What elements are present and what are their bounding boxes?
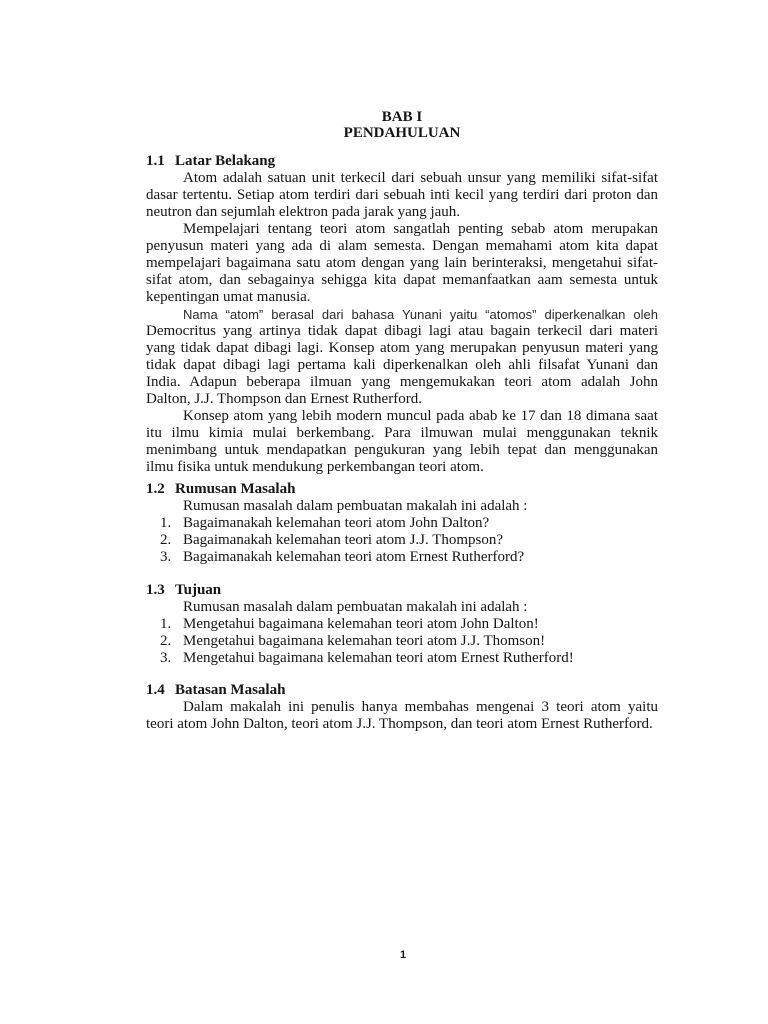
list-item-number: 2. xyxy=(160,531,172,548)
paragraph-line: Konsep atom yang lebih modern muncul pada abab ke 17 dan 18 dimana saat xyxy=(183,407,658,424)
section-title: Tujuan xyxy=(175,581,222,598)
section-title: Rumusan Masalah xyxy=(175,480,296,497)
paragraph-line: itu ilmu kimia mulai berkembang. Para ilmuwan mulai menggunakan teknik xyxy=(146,424,658,441)
paragraph-line: kepentingan umat manusia. xyxy=(146,288,311,305)
paragraph-line: sifat atom, dan sebagainya sehigga kita dapat memanfaatkan aam semesta untuk xyxy=(146,271,658,288)
list-item-number: 1. xyxy=(160,615,172,632)
section-number: 1.3 xyxy=(146,581,165,598)
section-number: 1.2 xyxy=(146,480,165,497)
list-item: Mengetahui bagaimana kelemahan teori atom Ernest Rutherford! xyxy=(183,649,574,666)
paragraph-line: ilmu fisika untuk mendukung perkembangan teori atom. xyxy=(146,458,484,475)
paragraph-line: dasar tertentu. Setiap atom terdiri dari sebuah inti kecil yang terdiri dari proton dan xyxy=(146,186,658,203)
list-item: Bagaimanakah kelemahan teori atom J.J. Thompson? xyxy=(183,531,504,548)
list-item-number: 3. xyxy=(160,649,172,666)
page-number: 1 xyxy=(399,949,407,961)
paragraph-line: mempelajari bagaimana satu atom dengan yang lain berinteraksi, mengetahui sifat- xyxy=(146,254,658,271)
paragraph-line: penyusun materi yang ada di alam semesta. Dengan memahami atom kita dapat xyxy=(146,237,658,254)
paragraph-line: yang tidak dapat dibagi lagi. Konsep atom yang merupakan penyusun materi yang xyxy=(146,339,658,356)
list-item-number: 3. xyxy=(160,548,172,565)
list-item: Bagaimanakah kelemahan teori atom John Dalton? xyxy=(183,514,490,531)
chapter-title: PENDAHULUAN xyxy=(343,124,461,141)
paragraph-line: Dalam makalah ini penulis hanya membahas mengenai 3 teori atom yaitu xyxy=(183,698,658,715)
section-intro: Rumusan masalah dalam pembuatan makalah ini adalah : xyxy=(183,598,528,615)
section-number: 1.4 xyxy=(146,681,165,698)
list-item-number: 1. xyxy=(160,514,172,531)
chapter-label: BAB I xyxy=(381,108,423,125)
paragraph-line: teori atom John Dalton, teori atom J.J. Thompson, dan teori atom Ernest Rutherford. xyxy=(146,715,653,732)
section-number: 1.1 xyxy=(146,152,165,169)
paragraph-line: Dalton, J.J. Thompson dan Ernest Rutherford. xyxy=(146,390,422,407)
paragraph-line: Mempelajari tentang teori atom sangatlah penting sebab atom merupakan xyxy=(183,220,658,237)
list-item-number: 2. xyxy=(160,632,172,649)
paragraph-line: Atom adalah satuan unit terkecil dari sebuah unsur yang memiliki sifat-sifat xyxy=(183,169,658,186)
paragraph-line: Democritus yang artinya tidak dapat dibagi lagi atau bagain terkecil dari materi xyxy=(146,322,658,339)
section-intro: Rumusan masalah dalam pembuatan makalah ini adalah : xyxy=(183,497,528,514)
list-item: Bagaimanakah kelemahan teori atom Ernest Rutherford? xyxy=(183,548,525,565)
paragraph-line: Nama “atom” berasal dari bahasa Yunani yaitu “atomos” diperkenalkan oleh xyxy=(183,306,658,322)
list-item: Mengetahui bagaimana kelemahan teori atom John Dalton! xyxy=(183,615,539,632)
list-item: Mengetahui bagaimana kelemahan teori atom J.J. Thomson! xyxy=(183,632,546,649)
section-title: Batasan Masalah xyxy=(175,681,286,698)
paragraph-line: tidak dapat dibagi lagi pertama kali diperkenalkan oleh ahli filsafat Yunani dan xyxy=(146,356,658,373)
section-title: Latar Belakang xyxy=(175,152,276,169)
paragraph-line: India. Adapun beberapa ilmuan yang mengemukakan teori atom adalah John xyxy=(146,373,658,390)
paragraph-line: neutron dan sejumlah elektron pada jarak yang jauh. xyxy=(146,203,461,220)
paragraph-line: menimbang untuk mendapatkan pengukuran yang lebih tepat dan menggunakan xyxy=(146,441,658,458)
